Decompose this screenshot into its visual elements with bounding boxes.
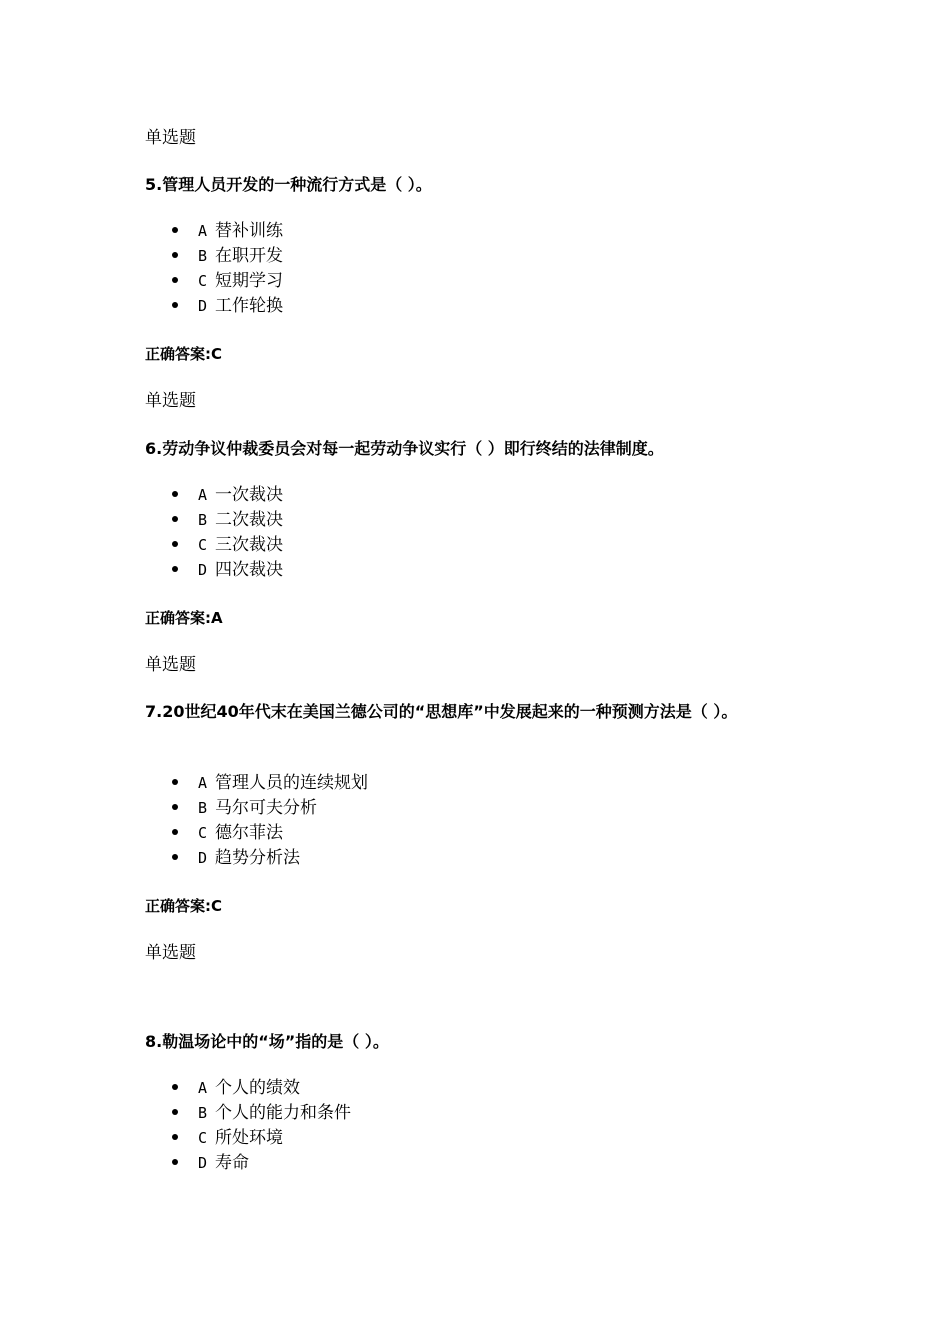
option-key: A (198, 486, 208, 504)
question-stem: 6.劳动争议仲裁委员会对每一起劳动争议实行（ ）即行终结的法律制度。 (145, 439, 664, 458)
bullet-icon (172, 491, 178, 497)
option-list (172, 771, 368, 871)
bullet-icon (172, 1084, 178, 1090)
option-key: C (198, 272, 208, 290)
option-item (172, 533, 283, 558)
question-type-label: 单选题 (145, 128, 196, 148)
option-list (172, 219, 283, 319)
option-item (172, 1076, 351, 1101)
option-text: 替补训练 (215, 221, 284, 241)
option-text: 趋势分析法 (215, 848, 301, 868)
option-text: 个人的绩效 (215, 1078, 301, 1098)
option-key: C (198, 824, 208, 842)
option-text: 工作轮换 (215, 296, 284, 316)
option-text: 寿命 (215, 1153, 250, 1173)
option-item (172, 846, 368, 871)
correct-answer: 正确答案:C (145, 345, 223, 363)
question-type-label: 单选题 (145, 655, 196, 675)
option-key: D (198, 849, 208, 867)
option-item (172, 483, 283, 508)
option-text: 马尔可夫分析 (215, 798, 318, 818)
option-item (172, 244, 283, 269)
option-key: B (198, 247, 208, 265)
correct-answer: 正确答案:A (145, 609, 223, 627)
option-text: 德尔菲法 (215, 823, 284, 843)
option-item (172, 1101, 351, 1126)
bullet-icon (172, 302, 178, 308)
correct-answer: 正确答案:C (145, 897, 223, 915)
option-text: 短期学习 (215, 271, 284, 291)
option-text: 三次裁决 (215, 535, 284, 555)
bullet-icon (172, 854, 178, 860)
option-item (172, 796, 368, 821)
bullet-icon (172, 1109, 178, 1115)
option-item (172, 1126, 351, 1151)
option-item (172, 821, 368, 846)
bullet-icon (172, 227, 178, 233)
bullet-icon (172, 252, 178, 258)
option-key: D (198, 561, 208, 579)
option-list (172, 483, 283, 583)
option-text: 个人的能力和条件 (215, 1103, 352, 1123)
option-key: D (198, 297, 208, 315)
option-text: 所处环境 (215, 1128, 284, 1148)
bullet-icon (172, 516, 178, 522)
option-key: B (198, 1104, 208, 1122)
option-key: A (198, 774, 208, 792)
option-text: 一次裁决 (215, 485, 284, 505)
question-type-label: 单选题 (145, 391, 196, 411)
question-type-label: 单选题 (145, 943, 196, 963)
option-key: B (198, 799, 208, 817)
option-key: B (198, 511, 208, 529)
bullet-icon (172, 779, 178, 785)
bullet-icon (172, 804, 178, 810)
bullet-icon (172, 829, 178, 835)
option-item (172, 1151, 351, 1176)
option-item (172, 771, 368, 796)
option-key: D (198, 1154, 208, 1172)
option-text: 在职开发 (215, 246, 284, 266)
option-item (172, 558, 283, 583)
option-item (172, 294, 283, 319)
bullet-icon (172, 1159, 178, 1165)
question-stem: 5.管理人员开发的一种流行方式是（ ）。 (145, 175, 432, 194)
option-text: 管理人员的连续规划 (215, 773, 369, 793)
option-key: C (198, 536, 208, 554)
option-text: 二次裁决 (215, 510, 284, 530)
option-key: A (198, 1079, 208, 1097)
option-item (172, 508, 283, 533)
option-item (172, 219, 283, 244)
question-stem: 7.20世纪40年代末在美国兰德公司的“思想库”中发展起来的一种预测方法是（ ）。 (145, 702, 738, 721)
option-list (172, 1076, 351, 1176)
bullet-icon (172, 1134, 178, 1140)
question-stem: 8.勒温场论中的“场”指的是（ ）。 (145, 1032, 389, 1051)
option-text: 四次裁决 (215, 560, 284, 580)
option-key: C (198, 1129, 208, 1147)
bullet-icon (172, 566, 178, 572)
bullet-icon (172, 277, 178, 283)
bullet-icon (172, 541, 178, 547)
option-item (172, 269, 283, 294)
option-key: A (198, 222, 208, 240)
